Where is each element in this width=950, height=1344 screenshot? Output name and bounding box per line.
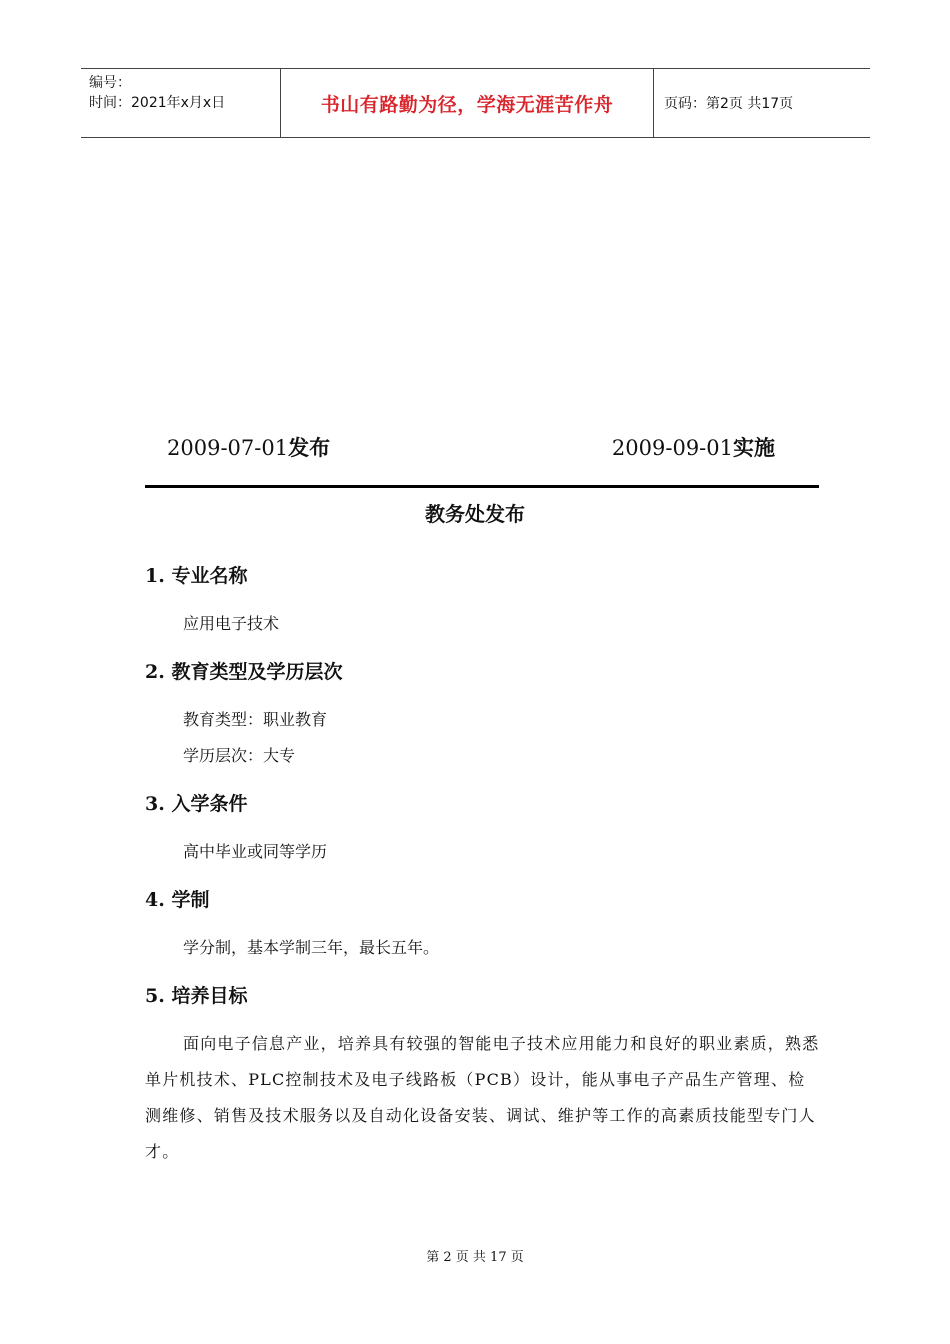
section-text: 学分制，基本学制三年，最长五年。: [183, 938, 440, 957]
divider-rule: [145, 485, 819, 488]
page-footer: 第 2 页 共 17 页: [426, 1250, 524, 1265]
section-heading: 5. 培养目标: [145, 985, 248, 1007]
time-label: 时间：2021年x月x日: [89, 95, 226, 111]
header-motto: 书山有路勤为径，学海无涯苦作舟: [281, 69, 654, 137]
code-label: 编号：: [89, 75, 131, 91]
section-text: 学历层次：大专: [183, 746, 296, 765]
section-text: 教育类型：职业教育: [183, 710, 328, 729]
publish-date: 2009-07-01发布: [167, 436, 331, 460]
document-body: [145, 560, 820, 1170]
header-table: [81, 68, 870, 138]
section-heading: 4. 学制: [145, 889, 210, 911]
header-page-info: 页码：第2页 共17页: [664, 96, 794, 112]
dates-row: [167, 432, 775, 462]
publisher-title: 教务处发布: [425, 502, 525, 526]
implement-date: 2009-09-01实施: [611, 436, 775, 460]
section-text: 应用电子技术: [183, 614, 280, 633]
section-heading: 3. 入学条件: [145, 793, 248, 815]
section-heading: 2. 教育类型及学历层次: [145, 661, 343, 683]
section-text: 高中毕业或同等学历: [183, 842, 328, 861]
section-paragraph: 面向电子信息产业，培养具有较强的智能电子技术应用能力和良好的职业素质，熟悉单片机技术、PLC控制技术及电子线路板（PCB）设计，能从事电子产品生产管理、检测维修、销售及技术服务以及自动化设备安装、调试、维护等工作的高素质技能型专门人才。: [145, 1034, 820, 1161]
header-meta: [81, 69, 281, 137]
section-heading: 1. 专业名称: [145, 565, 248, 587]
